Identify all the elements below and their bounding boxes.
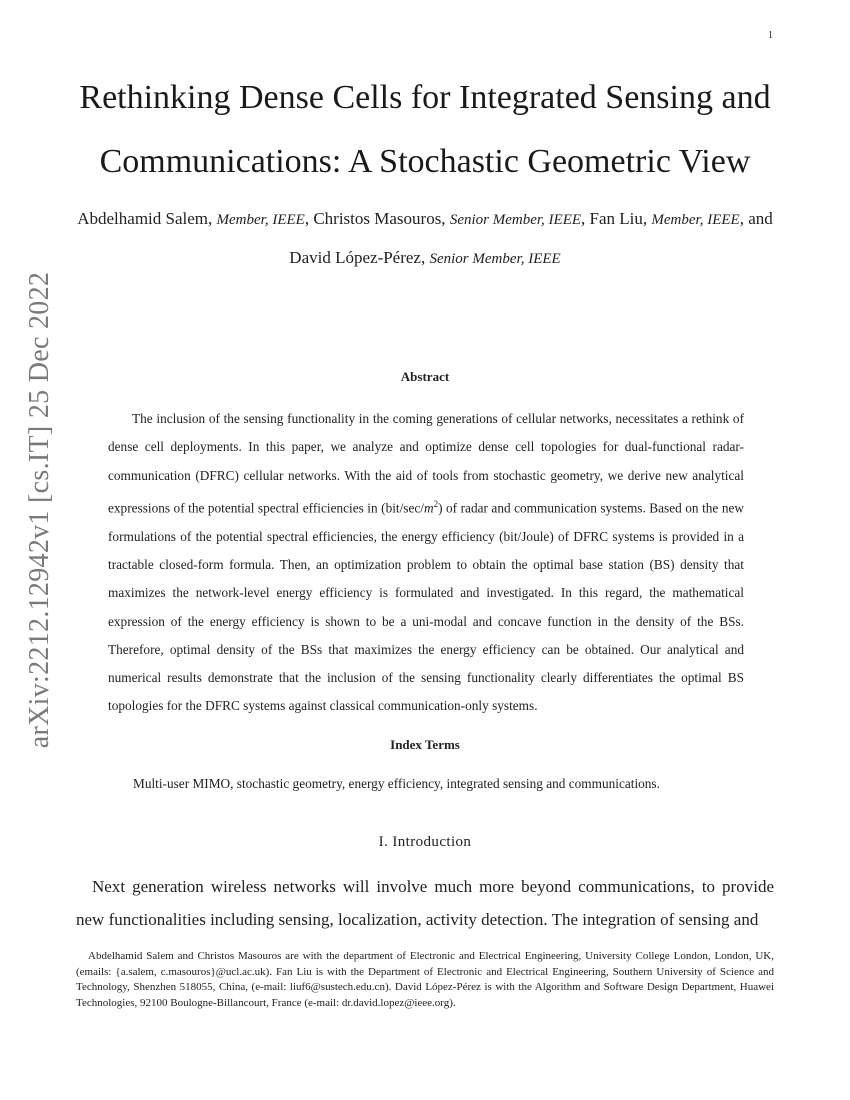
author-role: Member, IEEE: [651, 212, 740, 228]
author-name: Abdelhamid Salem,: [77, 209, 217, 228]
unit-exponent: 2: [433, 498, 439, 509]
arxiv-identifier: arXiv:2212.12942v1 [cs.IT] 25 Dec 2022: [24, 271, 55, 749]
author-name: , Christos Masouros,: [304, 209, 450, 228]
abstract-text: The inclusion of the sensing functionality in the coming generations of cellular networks, necessitates a rethink of dense cell deployments. In this paper, we analyze and optimize dense cell topologies for dual-functional radar-communication (DFRC) cellular networks. With the aid of tools from stochastic geometry, we derive new analytical expressions of the potential spectral efficiencies in (bit/sec/: [108, 411, 744, 516]
page-number: 1: [768, 30, 773, 41]
author-name: , Fan Liu,: [581, 209, 652, 228]
abstract-body: [108, 405, 744, 721]
abstract-text: ) of radar and communication systems. Based on the new formulations of the potential spectral efficiencies, the energy efficiency (bit/Joule) of DFRC systems is provided in a tractable closed-form formula. Then, an optimization problem to obtain the optimal base station (BS) density that maximizes the network-level energy efficiency is formulated and investigated. In this regard, the mathematical expression of the energy efficiency is shown to be a uni-modal and concave function in the density of the BSs. Therefore, optimal density of the BSs that maximizes the energy efficiency can be obtained. Our analytical and numerical results demonstrate that the inclusion of the sensing functionality clearly differentiates the optimal BS topologies for the DFRC systems against classical communication-only systems.: [108, 500, 744, 714]
author-list: [70, 200, 780, 278]
author-role: Senior Member, IEEE: [429, 251, 561, 267]
section-heading: I. Introduction: [378, 834, 472, 850]
author-role: Member, IEEE: [216, 212, 305, 228]
index-terms-heading: Index Terms: [390, 737, 460, 752]
author-role: Senior Member, IEEE: [449, 212, 582, 228]
index-terms-body: Multi-user MIMO, stochastic geometry, energy efficiency, integrated sensing and communications.: [133, 776, 660, 791]
unit-variable: m: [423, 500, 434, 516]
paper-title: Rethinking Dense Cells for Integrated Sensing and Communications: A Stochastic Geometric View: [79, 79, 771, 180]
introduction-body: Next generation wireless networks will involve much more beyond communications, to provide new functionalities including sensing, localization, activity detection. The integration of sensing and: [76, 877, 774, 929]
author-name: , and David López-Pérez,: [289, 209, 773, 267]
author-affiliation-footnote: Abdelhamid Salem and Christos Masouros are with the department of Electronic and Electrical Engineering, University College London, London, UK, (emails: {a.salem, c.masouros}@ucl.ac.uk). Fan Liu is with the Department of Electronic and Electrical Engineering, Southern University of Science and Technology, Shenzhen 518055, China, (e-mail: liuf6@sustech.edu.cn). David López-Pérez is with the Algorithm and Software Design Department, Huawei Technologies, 92100 Boulogne-Billancourt, France (e-mail: dr.david.lopez@ieee.org).: [76, 950, 774, 1009]
abstract-heading: Abstract: [400, 369, 450, 384]
